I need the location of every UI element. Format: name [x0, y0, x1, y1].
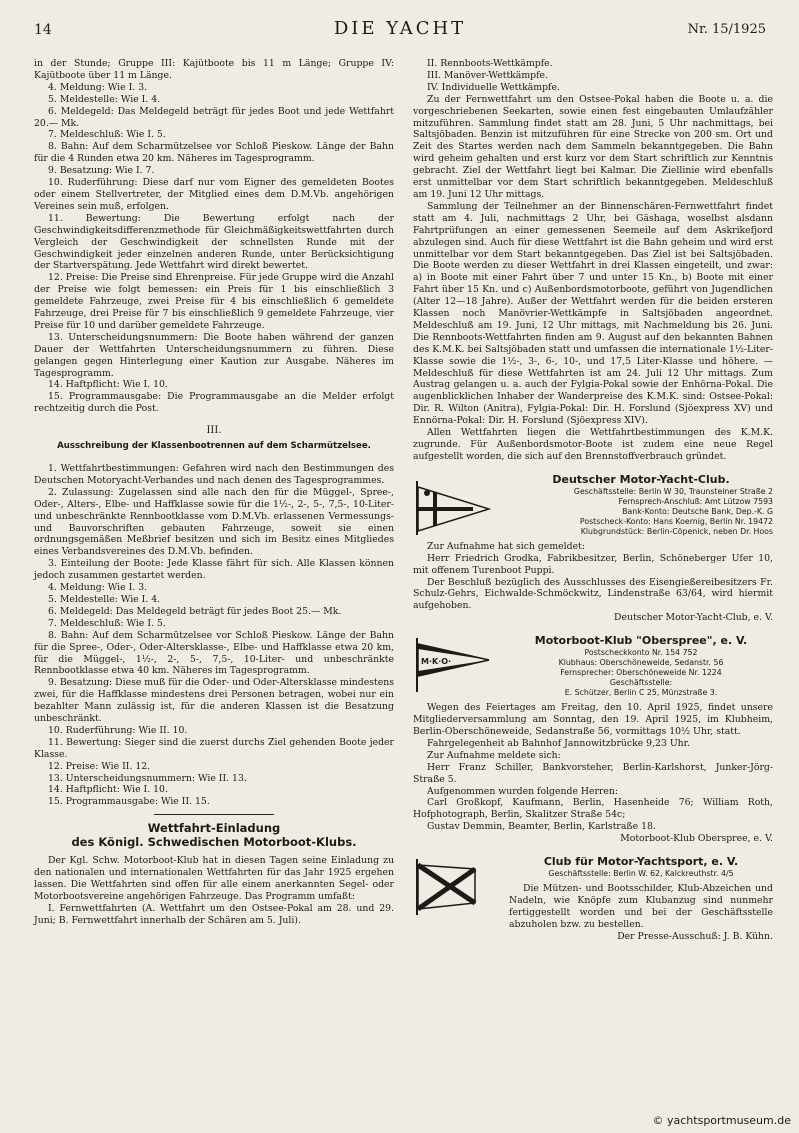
paragraph: 10. Ruderführung: Diese darf nur vom Eigner des gemeldeten Bootes oder einem Stellvertreter, der Mitglied eines dem D.M.Vb. angehörigen Vereines sein muß, erfolgen. [34, 177, 394, 212]
paragraph: Der Beschluß bezüglich des Ausschlusses des Eisengießereibesitzers Fr. Schulz-Gehrs, Eichwalde-Schmöckwitz, Lindenstraße 63/64, wird hiermit aufgehoben. [413, 576, 773, 612]
paragraph: 11. Bewertung: Die Bewertung erfolgt nach der Geschwindigkeitsdifferenzmethode für Gleichmäßigkeitswettfahrten durch Vergleich der Geschwindigkeit der schnellsten Runde mit der Geschwindigkeit jeder einzelnen anderen Runde, unter Berücksichtigung der Startverspätung. Jede Wettfahrt wird direkt bewertet. [34, 212, 394, 272]
divider [154, 814, 274, 815]
paragraph: in der Stunde; Gruppe III: Kajütboote bis 11 m Länge; Gruppe IV: Kajütboote über 11 m Länge. [34, 58, 394, 81]
paragraph: 5. Meldestelle: Wie I. 4. [48, 593, 161, 605]
paragraph: Herr Franz Schiller, Bankvorsteher, Berlin-Karlshorst, Junker-Jörg-Straße 5. [413, 761, 773, 785]
magazine-title: DIE YACHT [333, 18, 467, 39]
paragraph: 11. Bewertung: Sieger sind die zuerst durchs Ziel gehenden Boote jeder Klasse. [34, 736, 394, 760]
right-column [413, 58, 773, 943]
paragraph: 5. Meldestelle: Wie I. 4. [48, 93, 161, 105]
paragraph: 8. Bahn: Auf dem Scharmützelsee vor Schloß Pieskow. Länge der Bahn für die Spree-, Oder-, Oder-Altersklasse-, Elbe- und Haffklasse etwa 20 km, für die Müggel-, 1½-, 2-, 5-, 7,5-, 10-Liter- und unbeschränkte Rennbootklasse etwa 40 km. Näheres im Tagesprogramm. [34, 629, 394, 677]
club-name: Deutscher Motor-Yacht-Club. [552, 472, 730, 486]
club-info-line: Postscheck-Konto: Hans Koernig, Berlin Nr. 19472 [579, 516, 773, 526]
club-info-line: Geschäftsstelle: Berlin W 30, Traunsteiner Straße 2 [573, 486, 773, 496]
paragraph: Herr Friedrich Grodka, Fabrikbesitzer, Berlin, Schöneberger Ufer 10, mit offenem Turenboot Puppi. [413, 552, 773, 576]
paragraph: 13. Unterscheidungsnummern: Wie II. 13. [48, 772, 247, 784]
burgee-flag-icon [413, 859, 491, 915]
paragraph: 8. Bahn: Auf dem Scharmützelsee vor Schloß Pieskow. Länge der Bahn für die 4 Runden etwa 20 km. Näheres im Tagesprogramm. [34, 141, 394, 165]
program-item: III. Manöver-Wettkämpfe. [427, 69, 549, 81]
watermark: © yachtsportmuseum.de [652, 1114, 791, 1127]
page-header [34, 18, 766, 40]
paragraph: Sammlung der Teilnehmer an der Binnenschären-Fernwettfahrt findet statt am 4. Juli, nachmittags 2 Uhr, bei Gäshaga, woselbst alsdann Fahrtprüfungen an einer gemessenen Seemeile auf dem Askrikefjord abzulegen sind. Auch für diese Wettfahrt ist die Bahn geheim und wird erst unmittelbar vor dem Start bekanntgegeben. Das Ziel ist bei Saltsjöbaden. Die Boote werden zu dieser Wettfahrt in drei Klassen eingeteilt, und zwar: a) in Boote mit einer Fahrt über 7 und unter 15 Kn., b) Boote mit einer Fahrt über 15 Kn. und c) Außenbordsmotorboote, geführt von Jugendlichen (Alter 12—18 Jahre). Außer der Wettfahrt werden für die beiden ersteren Klassen noch Manövrier-Wettkämpfe in Saltsjöbaden angeordnet. Meldeschluß am 19. Juni, 12 Uhr mittags, mit Nachmeldung bis 26. Juni. Die Rennboots-Wettfahrten finden am 9. August auf den bekannten Bahnen des K.M.K. bei Saltsjöbaden statt und umfassen die internationale 1½-Liter-Klasse sowie die 1½-, 3-, 6-, 10-, und 17,5 Liter-Klasse und höhere. — Meldeschluß für diese Wettfahrten ist am 24. Juli 12 Uhr mittags. Zum Austrag gelangen u. a. auch der Fylgia-Pokal sowie der Enhörna-Pokal. Die augenblicklichen Inhaber der Wanderpreise des K.M.K. sind: Ostsee-Pokal: Dir. R. Wilton (Anitra), Fylgia-Pokal: Dir. H. Forslund (Sjöexpress XV) und Ennörna-Pokal: Dir. H. Forslund (Sjöexpress XIV). [413, 200, 773, 427]
club-notice-cfmy [413, 855, 773, 943]
paragraph: Zur Aufnahme hat sich gemeldet: [427, 540, 585, 552]
burgee-lettering: M·K·O· [421, 657, 452, 667]
club-info-line: Postscheckkonto Nr. 154 752 [584, 648, 698, 658]
paragraph: Gustav Demmin, Beamter, Berlin, Karlstraße 18. [427, 821, 656, 833]
paragraph: 6. Meldegeld: Das Meldegeld beträgt für jedes Boot 25.— Mk. [48, 605, 342, 617]
signature: Motorboot-Klub Oberspree, e. V. [620, 833, 773, 845]
paragraph: Zu der Fernwettfahrt um den Ostsee-Pokal haben die Boote u. a. die vorgeschriebenen Seekarten, sowie einen fest eingebauten Umlaufzähler mitzuführen. Sammlung findet statt am 28. Juni, 5 Uhr nachmittags, bei Saltsjöbaden. Benzin ist mitzuführen für eine Strecke von 200 sm. Ort und Zeit des Startes werden nach dem Sammeln bekanntgegeben. Die Bahn wird geheim gehalten und erst kurz vor dem Start schriftlich zur Kenntnis gebracht. Ziel der Wettfahrt liegt bei Kalmar. Die Ziellinie wird ebenfalls erst unmittelbar vor dem Start schriftlich bekanntgegeben. Meldeschluß am 19. Juni 12 Uhr mittags. [413, 93, 773, 200]
paragraph: Der Kgl. Schw. Motorboot-Klub hat in diesen Tagen seine Einladung zu den nationalen und internationalen Wettfahrten für das Jahr 1925 ergehen lassen. Die Wettfahrten sind offen für alle einem anerkannten Segel- oder Motorbootsvereine angehörigen Fahrzeuge. Das Programm umfaßt: [34, 855, 394, 902]
program-item: IV. Individuelle Wettkämpfe. [427, 81, 560, 93]
club-info-line: Geschäftsstelle: Berlin W. 62, Kalckreuthstr. 4/5 [548, 869, 734, 879]
club-info-line: Fernsprecher: Oberschöneweide Nr. 1224 [560, 668, 722, 678]
program-item: II. Rennboots-Wettkämpfe. [427, 58, 553, 69]
paragraph: 9. Besatzung: Diese muß für die Oder- und Oder-Altersklasse mindestens zwei, für die Haffklasse mindestens drei Personen betragen, wobei nur ein bezahlter Mann zulässig ist, für die anderen Klassen ist die Besatzung unbeschränkt. [34, 677, 394, 725]
paragraph: 12. Preise: Die Preise sind Ehrenpreise. Für jede Gruppe wird die Anzahl der Preise wie folgt bemessen: ein Preis für 1 bis einschließlich 3 gemeldete Fahrzeuge, zwei Preise für 4 bis einschließlich 6 gemeldete Fahrzeuge, drei Preise für 7 bis einschließlich 9 gemeldete Fahrzeuge, vier Preise für 10 und darüber gemeldete Fahrzeuge. [34, 272, 394, 331]
paragraph: 13. Unterscheidungsnummern: Die Boote haben während der ganzen Dauer der Wettfahrten Unterscheidungsnummern zu führen. Diese gelangen gegen Hinterlegung einer Kaution zur Ausgabe. Näheres im Tagesprogramm. [34, 331, 394, 379]
paragraph: 2. Zulassung: Zugelassen sind alle nach den für die Müggel-, Spree-, Oder-, Alters-, Elbe- und Haffklasse sowie für die 1½-, 2-, 5-, 7,5-, 10-Liter- und unbeschränkte Rennbootklasse vom D.M.Vb. erlassenen Vermessungs- und Bauvorschriften gebauten Fahrzeuge, soweit sie einen ordnungsgemäßen Meßbrief besitzen und sich im Besitz eines Mitgliedes eines Verbandsvereines des D.M.Vb. befinden. [34, 486, 394, 558]
club-notice-dmyc [413, 473, 773, 624]
club-info-line: Fernsprech-Anschluß: Amt Lützow 7593 [618, 496, 773, 506]
paragraph: 6. Meldegeld: Das Meldegeld beträgt für jedes Boot und jede Wettfahrt 20.— Mk. [34, 105, 394, 129]
paragraph: 14. Haftpflicht: Wie I. 10. [48, 379, 168, 391]
club-info-line: Bank-Konto: Deutsche Bank, Dep.-K. G [622, 506, 773, 516]
paragraph: 4. Meldung: Wie I. 3. [48, 81, 148, 93]
page-number: 14 [34, 22, 52, 38]
paragraph: 7. Meldeschluß: Wie I. 5. [48, 617, 166, 629]
signature: Deutscher Motor-Yacht-Club, e. V. [614, 612, 773, 624]
paragraph: Aufgenommen wurden folgende Herren: [427, 785, 619, 797]
left-column [34, 58, 394, 927]
paragraph: Fahrgelegenheit ab Bahnhof Jannowitzbrücke 9,23 Uhr. [427, 737, 691, 749]
club-info-line: Klubgrundstück: Berlin-Cöpenick, neben Dr. Hoos [580, 526, 773, 536]
paragraph: Wegen des Feiertages am Freitag, den 10. April 1925, findet unsere Mitgliederversammlung am Sonntag, den 19. April 1925, im Klubheim, Berlin-Oberschöneweide, Sedanstraße 56, vormittags 10½ Uhr, statt. [413, 702, 773, 737]
club-info-line: Klubhaus: Oberschöneweide, Sedanstr. 56 [558, 658, 724, 668]
paragraph: Zur Aufnahme meldete sich: [427, 749, 561, 761]
paragraph: 15. Programmausgabe: Die Programmausgabe an die Melder erfolgt rechtzeitig durch die Post. [34, 391, 394, 415]
paragraph: 1. Wettfahrtbestimmungen: Gefahren wird nach den Bestimmungen des Deutschen Motoryacht-Verbandes und nach denen des Tagesprogrammes. [34, 463, 394, 486]
club-info-line: Geschäftsstelle: [609, 678, 673, 688]
club-name: Club für Motor-Yachtsport, e. V. [543, 855, 739, 869]
paragraph: 10. Ruderführung: Wie II. 10. [48, 724, 188, 736]
paragraph: 3. Einteilung der Boote: Jede Klasse fährt für sich. Alle Klassen können jedoch zusammen gestartet werden. [34, 558, 394, 582]
paragraph: 7. Meldeschluß: Wie I. 5. [48, 129, 166, 141]
signature: Der Presse-Ausschuß: J. B. Kühn. [617, 930, 773, 942]
paragraph: 12. Preise: Wie II. 12. [48, 760, 151, 772]
paragraph: 14. Haftpflicht: Wie I. 10. [48, 784, 168, 796]
paragraph: 15. Programmausgabe: Wie II. 15. [48, 796, 210, 808]
club-info-line: E. Schützer, Berlin C 25, Münzstraße 3. [564, 688, 718, 698]
section-subheading: Ausschreibung der Klassenbootrennen auf dem Scharmützelsee. [57, 441, 371, 452]
club-name: Motorboot-Klub "Oberspree", e. V. [534, 634, 748, 648]
article-title: Wettfahrt-Einladung [147, 821, 281, 836]
paragraph: Die Mützen- und Bootsschilder, Klub-Abzeichen und Nadeln, wie Knöpfe zum Klubanzug sind nunmehr fertiggestellt worden und bei der Geschäftsstelle abzuholen bzw. zu bestellen. [509, 883, 773, 930]
burgee-flag-icon [413, 479, 491, 535]
club-notice-oberspree [413, 634, 773, 845]
paragraph: Carl Großkopf, Kaufmann, Berlin, Hasenheide 76; William Roth, Hofphotograph, Berlin, Skalitzer Straße 54c; [413, 797, 773, 821]
article-subtitle: des Königl. Schwedischen Motorboot-Klubs. [71, 835, 357, 850]
paragraph: I. Fernwettfahrten (A. Wettfahrt um den Ostsee-Pokal am 28. und 29. Juni; B. Fernwettfahrt innerhalb der Schären am 5. Juli). [34, 902, 394, 926]
paragraph: 9. Besatzung: Wie I. 7. [48, 165, 155, 177]
paragraph: Allen Wettfahrten liegen die Wettfahrtbestimmungen des K.M.K. zugrunde. Für Außenbordsmotor-Boote ist zudem eine neue Regel aufgestellt worden, die sich auf den Brennstoffverbrauch gründet. [413, 427, 773, 462]
section-numeral: III. [206, 425, 222, 437]
issue-number: Nr. 15/1925 [687, 22, 766, 37]
paragraph: 4. Meldung: Wie I. 3. [48, 582, 148, 594]
